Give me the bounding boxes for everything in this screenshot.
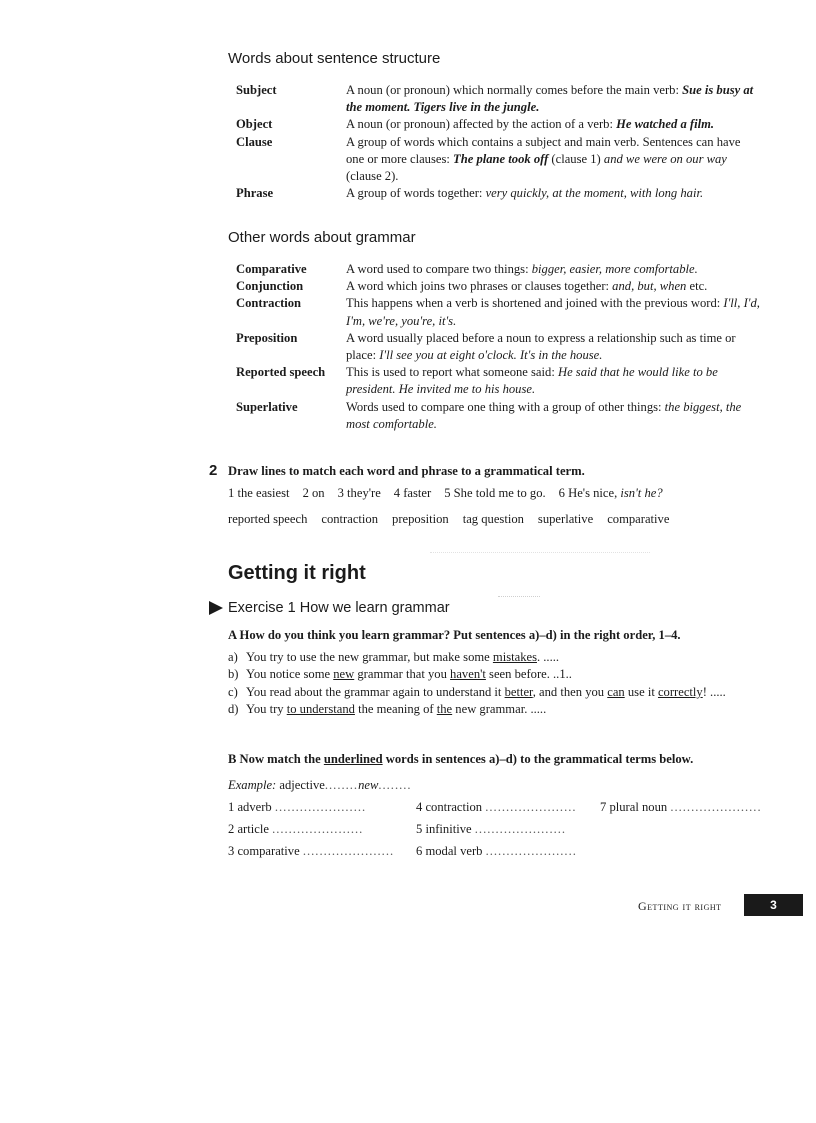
definition-text: A word which joins two phrases or clauses together: (346, 279, 613, 294)
definition-example: He watched a film. (616, 117, 715, 132)
term-label: 7 plural noun (600, 800, 668, 814)
text-part: the meaning of (354, 702, 437, 717)
q2-item-tag: isn't he? (620, 486, 663, 500)
definition-text: A noun (or pronoun) which normally comes before the main verb: (346, 83, 683, 97)
definition-example: I'll see you at eight o'clock. It's in the house. (379, 348, 603, 363)
exercise-heading (209, 600, 450, 616)
glossary-definition (346, 364, 761, 398)
underlined-word: new (333, 667, 355, 682)
q2-term: reported speech (228, 512, 308, 526)
running-footer: Getting it right (638, 899, 722, 913)
part-a-list (228, 649, 758, 719)
q2-term: contraction (321, 512, 379, 526)
underlined-word: haven't (450, 667, 486, 682)
glossary-term: Preposition (236, 330, 298, 345)
glossary-entry (236, 278, 761, 295)
q2-term: comparative (607, 512, 670, 526)
glossary-term: Subject (236, 83, 277, 97)
example-term: adjective (279, 778, 325, 792)
play-arrow-icon (209, 601, 223, 615)
underlined-word: better (504, 684, 533, 699)
item-text (246, 666, 572, 683)
q2-item: 4 faster (393, 486, 432, 500)
underlined-word: to understand (286, 702, 355, 717)
term-6 (416, 844, 577, 859)
definition-text: This is used to report what someone said: (346, 365, 558, 380)
q2-item: 2 on (302, 486, 325, 500)
glossary-definition (346, 185, 761, 202)
underlined-word: mistakes (492, 650, 537, 664)
term-2 (228, 822, 363, 837)
underlined-word: can (607, 684, 625, 699)
example-answer: new (358, 778, 379, 792)
text-part: You notice some (246, 667, 334, 682)
term-5 (416, 822, 566, 837)
part-b-instruction (228, 752, 693, 767)
definition-example: and we were on our way (603, 151, 727, 166)
term-3 (228, 844, 394, 859)
q2-item: 5 She told me to go. (444, 486, 546, 500)
q2-item (559, 486, 663, 501)
term-4 (416, 800, 577, 815)
answer-blank: ........ (378, 778, 412, 792)
definition-text: (clause 1) (548, 151, 604, 166)
text-part: . ..... (536, 650, 560, 664)
glossary-term: Superlative (236, 399, 298, 414)
glossary-definition (346, 82, 761, 116)
text-part: You read about the grammar again to understand it (246, 684, 505, 699)
part-a-instruction: A How do you think you learn grammar? Put sentences a)–d) in the right order, 1–4. (228, 628, 681, 642)
answer-blank: ........ (324, 778, 359, 792)
item-label: c) (228, 684, 238, 699)
glossary-entry (236, 261, 761, 278)
glossary-definition (346, 330, 761, 364)
page-number: 3 (744, 894, 803, 916)
instruction-text: B Now match the (228, 752, 324, 766)
definition-example: The plane took off (453, 151, 549, 166)
question-instruction: Draw lines to match each word and phrase to a grammatical term. (228, 464, 585, 478)
q2-items (228, 486, 663, 501)
question-2 (209, 462, 585, 479)
text-part: , and then you (532, 684, 608, 699)
item-label: d) (228, 702, 239, 717)
definition-example: I'll, I'd, I'm, we're, you're, it's. (346, 296, 760, 328)
definition-example: Sue is busy at the moment. Tigers live in the jungle. (346, 83, 754, 115)
example-label: Example: (228, 778, 277, 792)
answer-blank[interactable]: ...................... (272, 822, 364, 836)
glossary-entry (236, 185, 761, 202)
definition-text: Words used to compare one thing with a group of other things: (346, 399, 665, 414)
definition-example: the biggest, the most comfortable. (346, 399, 742, 431)
glossary-entry (236, 399, 761, 433)
section-heading-other: Other words about grammar (228, 229, 416, 246)
text-part: ! ..... (702, 684, 726, 699)
glossary-definition (346, 116, 761, 133)
glossary-entry (236, 364, 761, 398)
item-text (246, 701, 546, 718)
glossary-definition (346, 295, 761, 329)
text-part: You try (246, 702, 287, 717)
answer-blank[interactable]: ...................... (485, 800, 577, 814)
q2-item-text: 6 He's nice, (558, 486, 621, 500)
q2-item: 1 the easiest (228, 486, 290, 500)
answer-blank[interactable]: ...................... (274, 800, 367, 814)
bleed-through-mark (498, 586, 540, 597)
definition-text: A group of words which contains a subject and main verb. Sentences can have one or more clauses: (346, 134, 741, 166)
example-line (228, 778, 412, 793)
glossary-term: Comparative (236, 262, 307, 276)
glossary-other (236, 261, 761, 433)
definition-example: and, but, when (612, 279, 687, 294)
item-label: a) (228, 650, 238, 664)
list-item (228, 666, 758, 683)
section-heading-structure: Words about sentence structure (228, 50, 441, 67)
page-title: Getting it right (228, 562, 366, 584)
term-7 (600, 800, 762, 815)
glossary-structure (236, 82, 761, 202)
definition-text: etc. (686, 279, 708, 294)
definition-text: A word usually placed before a noun to express a relationship such as time or place: (346, 330, 736, 363)
text-part: You try to use the new grammar, but make some (246, 650, 493, 664)
definition-example: very quickly, at the moment, with long hair. (485, 186, 704, 201)
list-item (228, 701, 758, 718)
text-part: use it (624, 684, 658, 699)
definition-text: A word used to compare two things: (346, 262, 532, 276)
definition-text: A group of words together: (346, 186, 486, 201)
item-text (246, 649, 559, 666)
list-item (228, 649, 758, 666)
question-number: 2 (209, 462, 218, 479)
term-label: 1 adverb (228, 800, 272, 814)
exercise-title: Exercise 1 How we learn grammar (228, 600, 450, 616)
text-part: new grammar. ..... (452, 702, 547, 717)
answer-blank[interactable]: ...................... (302, 844, 395, 858)
glossary-term: Conjunction (236, 279, 304, 294)
q2-term: preposition (392, 512, 449, 526)
answer-blank[interactable]: ...................... (670, 800, 762, 814)
q2-term: superlative (537, 512, 594, 526)
underlined-word: correctly (657, 684, 703, 699)
glossary-entry (236, 330, 761, 364)
glossary-definition (346, 278, 761, 295)
term-label: 6 modal verb (416, 844, 483, 858)
item-text (246, 684, 726, 701)
term-label: 2 article (228, 822, 269, 836)
term-label: 4 contraction (416, 800, 483, 814)
glossary-term: Contraction (236, 296, 302, 311)
q2-term: tag question (462, 512, 524, 526)
glossary-term: Reported speech (236, 365, 326, 380)
glossary-term: Object (236, 117, 273, 132)
definition-example: bigger, easier, more comfortable. (531, 262, 698, 276)
item-label: b) (228, 667, 239, 682)
q2-item: 3 they're (337, 486, 381, 500)
term-1 (228, 800, 366, 815)
list-item (228, 684, 758, 701)
term-label: 3 comparative (228, 844, 300, 858)
glossary-definition (346, 261, 761, 278)
definition-text: (clause 2). (346, 169, 399, 184)
answer-blank[interactable]: ...................... (485, 844, 577, 858)
answer-blank[interactable]: ...................... (474, 822, 567, 836)
definition-text: A noun (or pronoun) affected by the action of a verb: (346, 117, 617, 132)
definition-example: He said that he would like to be president. He invited me to his house. (346, 365, 718, 397)
glossary-definition (346, 134, 761, 186)
glossary-term: Phrase (236, 186, 274, 201)
term-label: 5 infinitive (416, 822, 472, 836)
q2-terms (228, 512, 669, 527)
underlined-word: underlined (323, 752, 383, 766)
underlined-word: the (436, 702, 453, 717)
glossary-entry (236, 82, 761, 116)
text-part: seen before. ..1.. (485, 667, 572, 682)
definition-text: This happens when a verb is shortened and joined with the previous word: (346, 296, 724, 311)
glossary-entry (236, 116, 761, 133)
instruction-text: words in sentences a)–d) to the grammatical terms below. (382, 752, 694, 766)
text-part: grammar that you (354, 667, 451, 682)
glossary-entry (236, 134, 761, 186)
bleed-through-mark (430, 552, 650, 554)
glossary-definition (346, 399, 761, 433)
glossary-term: Clause (236, 134, 273, 149)
glossary-entry (236, 295, 761, 329)
